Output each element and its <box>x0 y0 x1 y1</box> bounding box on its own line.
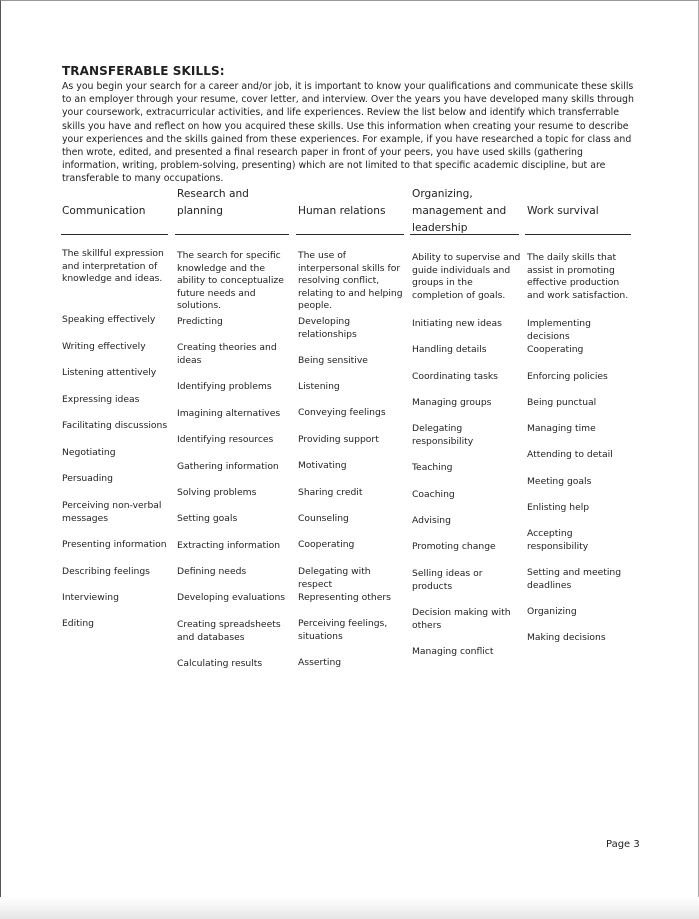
skill-item: Being sensitive <box>298 355 368 366</box>
skill-item: Organizing <box>527 606 577 617</box>
skill-item: Perceiving non-verbal messages <box>62 500 162 524</box>
skill-item: Meeting goals <box>527 476 592 487</box>
skill-item: Accepting responsibility <box>527 528 589 552</box>
skill-item: Expressing ideas <box>62 394 140 405</box>
column-description: Ability to supervise and guide individuals and groups in the completion of goals. <box>412 252 521 301</box>
skill-item: Cooperating <box>527 344 584 355</box>
skill-item: Attending to detail <box>527 449 613 460</box>
skill-item: Representing others <box>298 592 391 603</box>
skill-item: Managing time <box>527 423 596 434</box>
section-heading: TRANSFERABLE SKILLS: <box>62 64 225 78</box>
skill-item: Writing effectively <box>62 341 146 352</box>
skill-item: Solving problems <box>177 487 257 498</box>
skill-item: Calculating results <box>177 658 263 669</box>
column-header: Communication <box>62 205 146 217</box>
skill-item: Coordinating tasks <box>412 371 498 382</box>
skill-item: Cooperating <box>298 539 355 550</box>
skill-item: Asserting <box>298 657 342 668</box>
skill-item: Identifying problems <box>177 381 272 392</box>
skill-item: Setting goals <box>177 513 238 524</box>
skill-item: Identifying resources <box>177 434 274 445</box>
skill-item: Creating spreadsheets and databases <box>177 619 281 643</box>
column-description: The use of interpersonal skills for resolving conflict, relating to and helping people. <box>298 250 403 312</box>
column-organizing-leadership <box>412 184 520 237</box>
header-rule <box>525 234 631 235</box>
header-rule <box>296 234 404 235</box>
skill-item: Creating theories and ideas <box>177 342 277 366</box>
skill-item: Predicting <box>177 316 223 327</box>
skill-item: Delegating responsibility <box>412 423 474 447</box>
column-communication <box>62 184 170 220</box>
skill-item: Interviewing <box>62 592 119 603</box>
skill-item: Persuading <box>62 473 113 484</box>
skill-item: Decision making with others <box>412 607 511 631</box>
skill-item: Making decisions <box>527 632 606 643</box>
skill-item: Managing groups <box>412 397 492 408</box>
skill-item: Teaching <box>412 462 453 473</box>
skill-item: Speaking effectively <box>62 314 156 325</box>
page-number: Page 3 <box>606 839 640 850</box>
skill-item: Initiating new ideas <box>412 318 502 329</box>
skill-item: Sharing credit <box>298 487 363 498</box>
scan-shadow <box>0 897 699 919</box>
skill-item: Conveying feelings <box>298 407 386 418</box>
skill-item: Defining needs <box>177 566 247 577</box>
skill-item: Imagining alternatives <box>177 408 281 419</box>
skill-item: Editing <box>62 618 94 629</box>
skill-item: Selling ideas or products <box>412 568 483 592</box>
column-header: Research and planning <box>177 188 249 217</box>
skill-item: Promoting change <box>412 541 496 552</box>
skill-item: Motivating <box>298 460 347 471</box>
skill-item: Being punctual <box>527 397 597 408</box>
skill-item: Gathering information <box>177 461 279 472</box>
header-rule <box>61 234 168 235</box>
skill-item: Developing evaluations <box>177 592 286 603</box>
column-human-relations <box>298 184 404 220</box>
header-rule <box>175 234 289 235</box>
skill-item: Delegating with respect <box>298 566 371 590</box>
skill-item: Listening attentively <box>62 367 157 378</box>
skill-item: Counseling <box>298 513 349 524</box>
intro-paragraph: As you begin your search for a career and/or job, it is important to know your qualifications and communicate these skills to an employer through your resume, cover letter, and interview. Over the years you have developed many skills through your coursework, extracurricular activities, and life experiences. Review the list below and identify which transferrable skills you have and reflect on how you acquired these skills. Use this information when creating your resume to describe your experiences and the skills gained from these experiences. For example, if you have researched a topic for class and then wrote, edited, and presented a final research paper in front of your peers, you have used skills (gathering information, writing, problem-solving, presenting) which are not limited to that specific academic discipline, but are transferable to many occupations. <box>62 81 634 185</box>
skill-item: Describing feelings <box>62 566 150 577</box>
skill-item: Advising <box>412 515 451 526</box>
skill-item: Perceiving feelings, situations <box>298 618 388 642</box>
header-rule <box>410 234 519 235</box>
skill-item: Negotiating <box>62 447 116 458</box>
column-work-survival <box>527 184 631 220</box>
column-description: The search for specific knowledge and the ability to conceptualize future needs and solutions. <box>177 250 284 312</box>
skill-item: Managing conflict <box>412 646 494 657</box>
skill-item: Enforcing policies <box>527 371 608 382</box>
skill-item: Setting and meeting deadlines <box>527 567 622 591</box>
skill-item: Implementing decisions <box>527 318 591 342</box>
skill-item: Enlisting help <box>527 502 590 513</box>
skill-item: Handling details <box>412 344 487 355</box>
column-header: Human relations <box>298 205 386 217</box>
skill-item: Developing relationships <box>298 316 357 340</box>
skill-item: Facilitating discussions <box>62 420 168 431</box>
skill-item: Providing support <box>298 434 379 445</box>
column-description: The skillful expression and interpretation of knowledge and ideas. <box>62 248 164 285</box>
column-header: Organizing, management and leadership <box>412 188 507 234</box>
skill-item: Coaching <box>412 489 455 500</box>
skill-item: Listening <box>298 381 340 392</box>
skill-item: Extracting information <box>177 540 281 551</box>
skill-item: Presenting information <box>62 539 167 550</box>
column-description: The daily skills that assist in promoting effective production and work satisfaction. <box>527 252 629 301</box>
column-header: Work survival <box>527 205 599 217</box>
column-research-planning <box>177 184 289 220</box>
